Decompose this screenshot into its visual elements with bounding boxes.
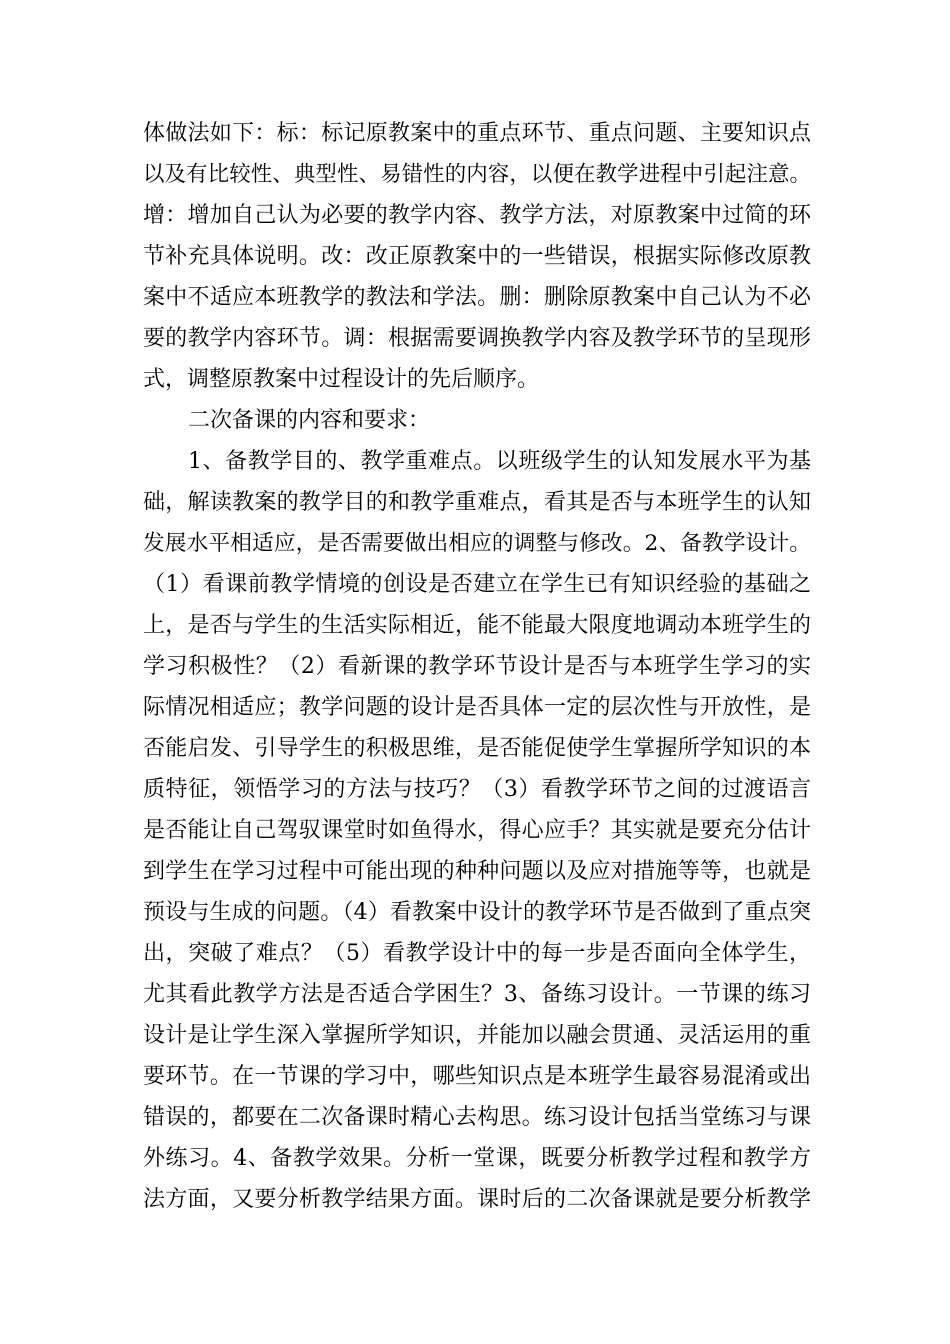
paragraph-requirements bbox=[143, 441, 811, 1220]
text-line: 增：增加自己认为必要的教学内容、教学方法，对原教案中过简的环 bbox=[143, 203, 811, 228]
text-line: 1、备教学目的、教学重难点。以班级学生的认知发展水平为基 bbox=[188, 449, 811, 474]
text-line: 节补充具体说明。改：改正原教案中的一些错误，根据实际修改原教 bbox=[143, 244, 811, 269]
text-line: 际情况相适应；教学问题的设计是否具体一定的层次性与开放性，是 bbox=[143, 695, 811, 720]
paragraph-editing-methods bbox=[143, 113, 811, 400]
text-line: 上，是否与学生的生活实际相近，能不能最大限度地调动本班学生的 bbox=[143, 613, 811, 638]
text-line: 体做法如下：标：标记原教案中的重点环节、重点问题、主要知识点 bbox=[143, 121, 811, 146]
text-line: （1）看课前教学情境的创设是否建立在学生已有知识经验的基础之 bbox=[143, 572, 811, 597]
text-line: 案中不适应本班教学的教法和学法。删：删除原教案中自己认为不必 bbox=[143, 285, 811, 310]
text-line: 尤其看此教学方法是否适合学困生？3、备练习设计。一节课的练习 bbox=[143, 982, 811, 1007]
text-line: 要环节。在一节课的学习中，哪些知识点是本班学生最容易混淆或出 bbox=[143, 1064, 811, 1089]
text-line: 学习积极性？（2）看新课的教学环节设计是否与本班学生学习的实 bbox=[143, 654, 811, 679]
text-line: 要的教学内容环节。调：根据需要调换教学内容及教学环节的呈现形 bbox=[143, 326, 811, 351]
text-line: 错误的，都要在二次备课时精心去构思。练习设计包括当堂练习与课 bbox=[143, 1105, 811, 1130]
text-line: 以及有比较性、典型性、易错性的内容，以便在教学进程中引起注意。 bbox=[143, 162, 811, 187]
document-body bbox=[143, 113, 811, 1220]
text-line: 外练习。4、备教学效果。分析一堂课，既要分析教学过程和教学方 bbox=[143, 1146, 811, 1171]
text-line: 预设与生成的问题。（4）看教案中设计的教学环节是否做到了重点突 bbox=[143, 900, 811, 925]
paragraph-section-heading bbox=[143, 400, 811, 441]
section-heading: 二次备课的内容和要求： bbox=[188, 408, 431, 433]
text-line: 发展水平相适应，是否需要做出相应的调整与修改。2、备教学设计。 bbox=[143, 531, 811, 556]
text-line: 否能启发、引导学生的积极思维，是否能促使学生掌握所学知识的本 bbox=[143, 736, 811, 761]
text-line: 设计是让学生深入掌握所学知识，并能加以融会贯通、灵活运用的重 bbox=[143, 1023, 811, 1048]
text-line: 是否能让自己驾驭课堂时如鱼得水，得心应手？其实就是要充分估计 bbox=[143, 818, 811, 843]
text-line: 出，突破了难点？（5）看教学设计中的每一步是否面向全体学生， bbox=[143, 941, 811, 966]
text-line: 到学生在学习过程中可能出现的种种问题以及应对措施等等，也就是 bbox=[143, 859, 811, 884]
text-line: 式，调整原教案中过程设计的先后顺序。 bbox=[143, 367, 540, 392]
text-line: 法方面，又要分析教学结果方面。课时后的二次备课就是要分析教学 bbox=[143, 1187, 811, 1212]
text-line: 质特征，领悟学习的方法与技巧？（3）看教学环节之间的过渡语言 bbox=[143, 777, 811, 802]
text-line: 础，解读教案的教学目的和教学重难点，看其是否与本班学生的认知 bbox=[143, 490, 811, 515]
